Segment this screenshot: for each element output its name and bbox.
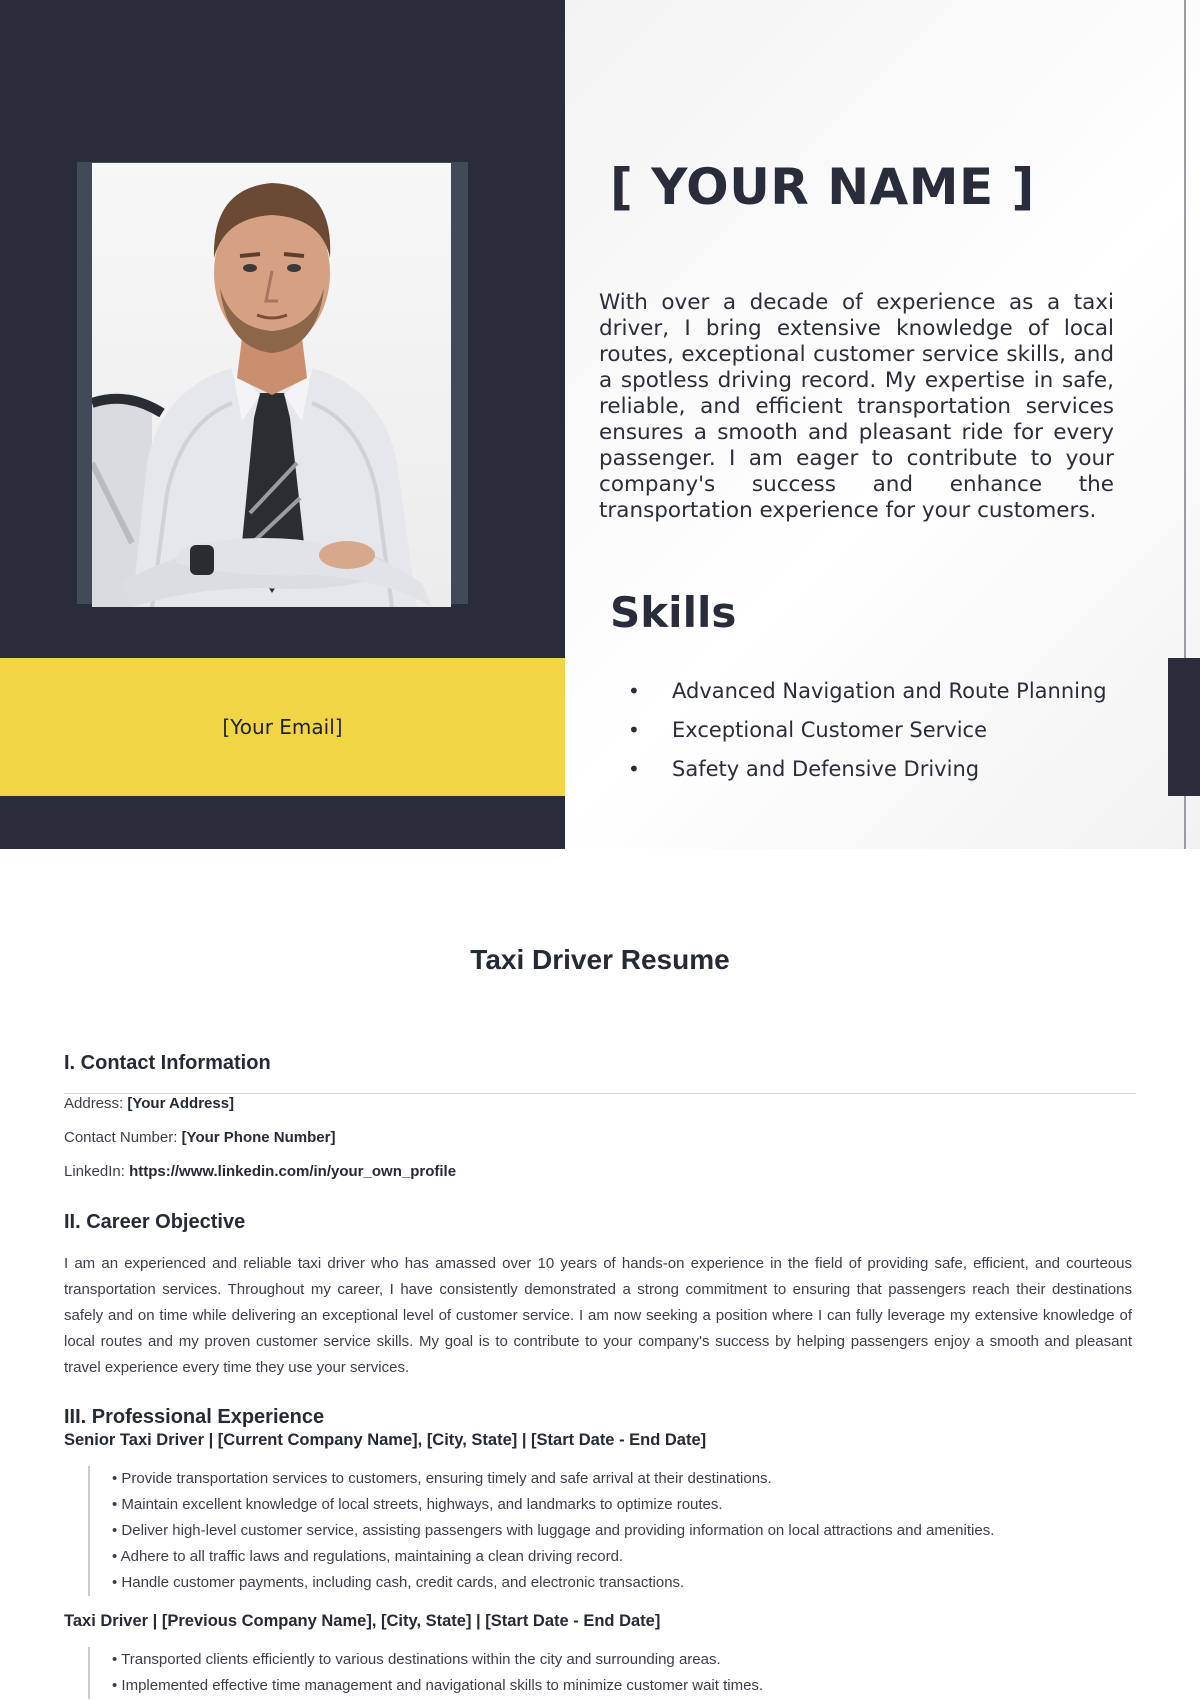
address-line (64, 1095, 234, 1112)
email-band (0, 658, 565, 796)
phone-label: Contact Number: (64, 1129, 178, 1146)
job-title: Taxi Driver | [Previous Company Name], [City, State] | [Start Date - End Date] (64, 1612, 661, 1630)
linkedin-label: LinkedIn: (64, 1163, 125, 1180)
job-bullet-list (112, 1466, 994, 1596)
job-bullets (88, 1647, 763, 1699)
linkedin-value: https://www.linkedin.com/in/your_own_profile (129, 1163, 457, 1180)
skill-label: Exceptional Customer Service (672, 718, 988, 742)
list-item: • Transported clients efficiently to various destinations within the city and surrounding areas. (112, 1651, 721, 1668)
bullet-icon: • (628, 679, 640, 703)
list-item: • Handle customer payments, including cash, credit cards, and electronic transactions. (112, 1574, 685, 1591)
resume-document (64, 940, 1136, 1694)
name-heading: [ YOUR NAME ] (610, 158, 1035, 216)
document-title: Taxi Driver Resume (470, 944, 730, 975)
title-divider (64, 1093, 1136, 1094)
objective-text: I am an experienced and reliable taxi driver who has amassed over 10 years of hands-on experience in the field of providing safe, efficient, and courteous transportation services. Throughout my career, I have consistently demonstrated a strong commitment to ensuring that passengers reach their destinations safely and on time while delivering an exceptional level of customer service. I am now seeking a position where I can fully leverage my extensive knowledge of local routes and my proven customer service skills. My goal is to contribute to your company's success by helping passengers enjoy a smooth and pleasant travel experience every time they use your services. (64, 1255, 1132, 1376)
objective-heading: II. Career Objective (64, 1211, 246, 1233)
hero-section (0, 0, 1200, 849)
job-bullet-list (112, 1647, 763, 1699)
man-portrait-illustration (92, 163, 451, 607)
skill-item (628, 711, 1107, 750)
phone-value: [Your Phone Number] (181, 1129, 336, 1146)
bullet-icon: • (628, 757, 640, 781)
address-value: [Your Address] (127, 1095, 235, 1112)
list-item: • Maintain excellent knowledge of local streets, highways, and landmarks to optimize routes. (112, 1496, 723, 1513)
linkedin-line (64, 1163, 456, 1180)
job-title: Senior Taxi Driver | [Current Company Name], [City, State] | [Start Date - End Date] (64, 1431, 707, 1449)
skills-list (628, 672, 1107, 789)
skills-heading: Skills (610, 588, 737, 637)
profile-photo (92, 163, 451, 607)
list-item: • Provide transportation services to customers, ensuring timely and safe arrival at their destinations. (112, 1470, 772, 1487)
phone-line (64, 1129, 335, 1146)
job-bullets (88, 1466, 994, 1596)
skill-item (628, 672, 1107, 711)
skill-item (628, 750, 1107, 789)
skill-label: Advanced Navigation and Route Planning (672, 679, 1107, 703)
hero-side-tab (1168, 658, 1200, 796)
list-item: • Implemented effective time management and navigational skills to minimize customer wait times. (112, 1677, 764, 1694)
experience-heading: III. Professional Experience (64, 1406, 325, 1428)
list-item: • Adhere to all traffic laws and regulations, maintaining a clean driving record. (112, 1548, 624, 1565)
email-text: [Your Email] (222, 715, 343, 739)
skill-label: Safety and Defensive Driving (672, 757, 980, 781)
contact-heading: I. Contact Information (64, 1052, 271, 1074)
address-label: Address: (64, 1095, 124, 1112)
list-item: • Deliver high-level customer service, assisting passengers with luggage and providing information on local attractions and amenities. (112, 1522, 995, 1539)
bullet-icon: • (628, 718, 640, 742)
profile-summary: With over a decade of experience as a taxi driver, I bring extensive knowledge of local routes, exceptional customer service skills, and a spotless driving record. My expertise in safe, reliable, and efficient transportation services ensures a smooth and pleasant ride for every passenger. I am eager to contribute to your company's success and enhance the transportation experience for your customers. (599, 290, 1114, 523)
